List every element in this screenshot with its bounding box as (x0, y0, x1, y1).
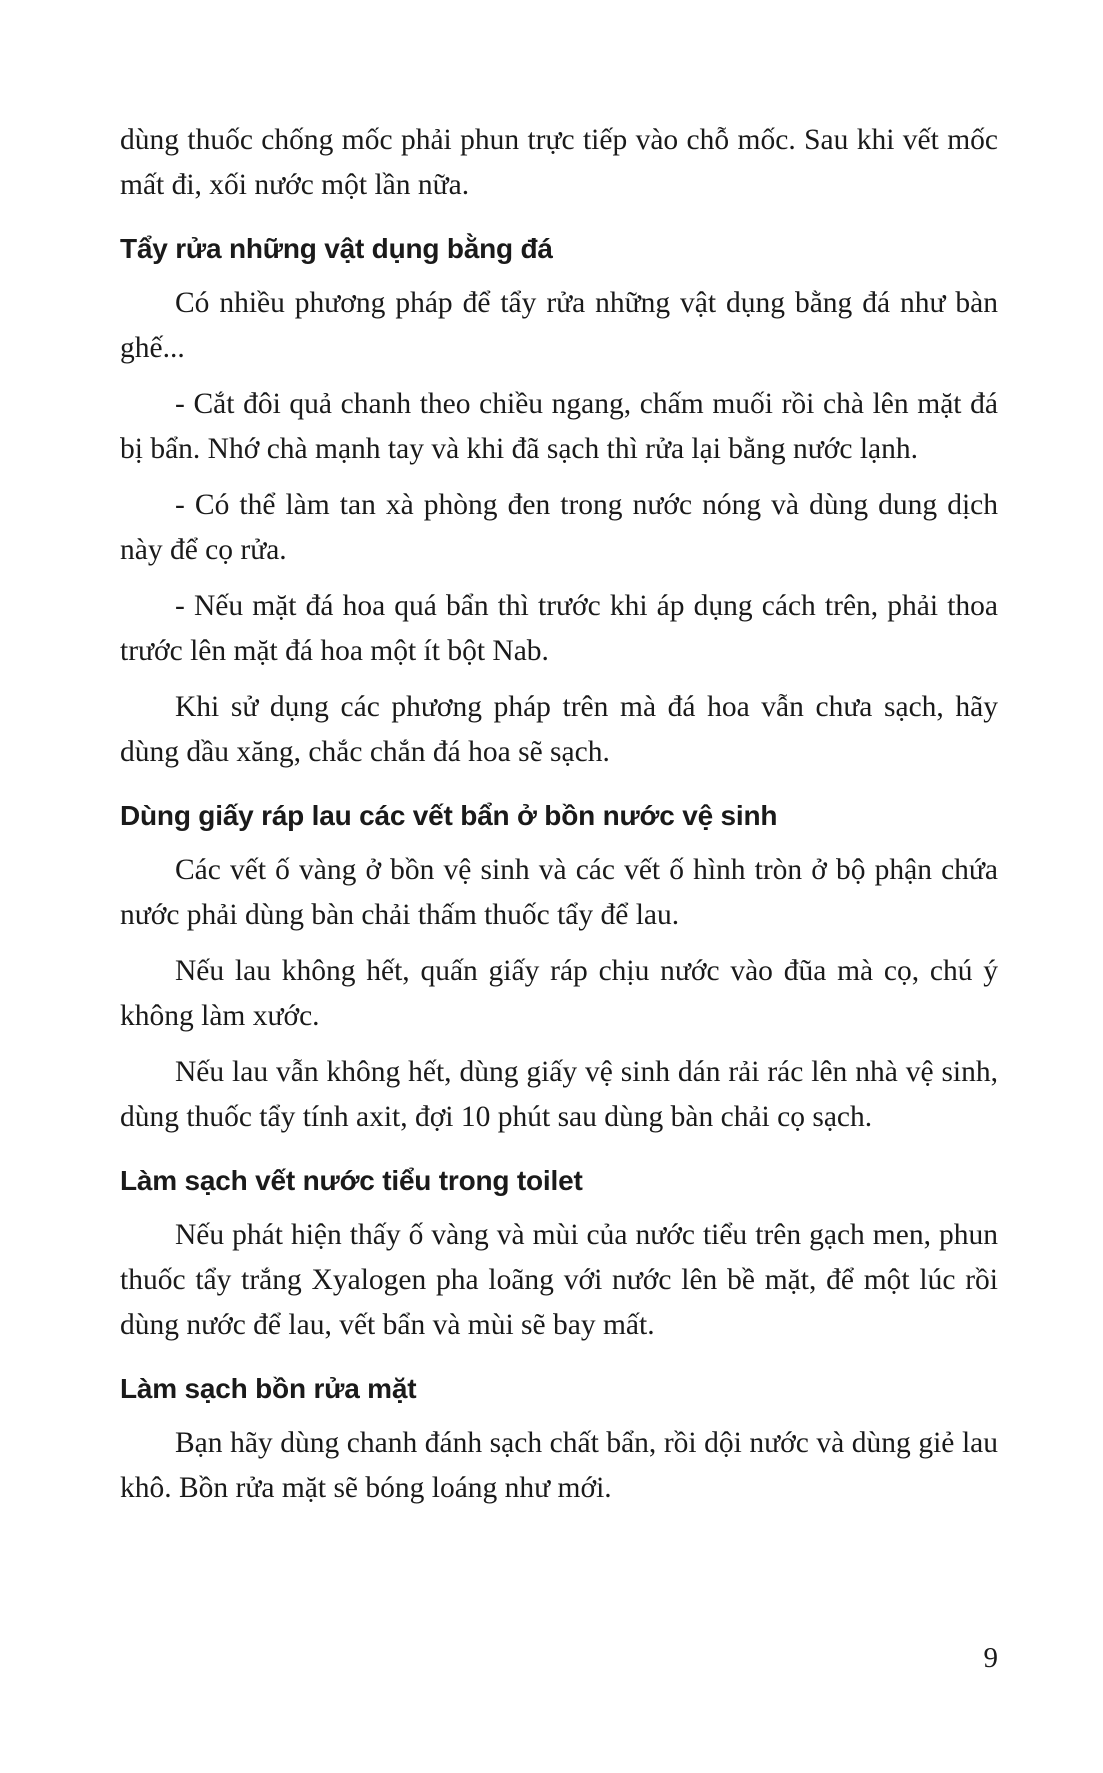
paragraph-toilet-2: Nếu lau không hết, quấn giấy ráp chịu nước vào đũa mà cọ, chú ý không làm xước. (120, 955, 998, 1032)
heading-stone-cleaning: Tẩy rửa những vật dụng bằng đá (120, 233, 553, 264)
page-body (120, 118, 998, 1511)
paragraph-stone-3: - Có thể làm tan xà phòng đen trong nước nóng và dùng dung dịch này để cọ rửa. (120, 489, 998, 566)
heading-urine-stains: Làm sạch vết nước tiểu trong toilet (120, 1165, 583, 1196)
page-number: 9 (983, 1642, 998, 1674)
paragraph-intro: dùng thuốc chống mốc phải phun trực tiếp vào chỗ mốc. Sau khi vết mốc mất đi, xối nước một lần nữa. (120, 124, 998, 201)
paragraph-toilet-3: Nếu lau vẫn không hết, dùng giấy vệ sinh dán rải rác lên nhà vệ sinh, dùng thuốc tẩy tính axit, đợi 10 phút sau dùng bàn chải cọ sạch. (120, 1056, 998, 1133)
heading-toilet-sandpaper: Dùng giấy ráp lau các vết bẩn ở bồn nước vệ sinh (120, 800, 778, 831)
paragraph-urine-1: Nếu phát hiện thấy ố vàng và mùi của nước tiểu trên gạch men, phun thuốc tẩy trắng Xyalogen pha loãng với nước lên bề mặt, để một lúc rồi dùng nước để lau, vết bẩn và mùi sẽ bay mất. (120, 1219, 998, 1341)
paragraph-sink-1: Bạn hãy dùng chanh đánh sạch chất bẩn, rồi dội nước và dùng giẻ lau khô. Bồn rửa mặt sẽ bóng loáng như mới. (120, 1427, 998, 1504)
paragraph-stone-4: - Nếu mặt đá hoa quá bẩn thì trước khi áp dụng cách trên, phải thoa trước lên mặt đá hoa một ít bột Nab. (120, 590, 998, 667)
paragraph-stone-1: Có nhiều phương pháp để tẩy rửa những vật dụng bằng đá như bàn ghế... (120, 287, 998, 364)
paragraph-toilet-1: Các vết ố vàng ở bồn vệ sinh và các vết ố hình tròn ở bộ phận chứa nước phải dùng bàn chải thấm thuốc tẩy để lau. (120, 854, 998, 931)
heading-sink-cleaning: Làm sạch bồn rửa mặt (120, 1373, 417, 1404)
paragraph-stone-2: - Cắt đôi quả chanh theo chiều ngang, chấm muối rồi chà lên mặt đá bị bẩn. Nhớ chà mạnh tay và khi đã sạch thì rửa lại bằng nước lạnh. (120, 388, 998, 465)
paragraph-stone-5: Khi sử dụng các phương pháp trên mà đá hoa vẫn chưa sạch, hãy dùng dầu xăng, chắc chắn đá hoa sẽ sạch. (120, 691, 998, 768)
